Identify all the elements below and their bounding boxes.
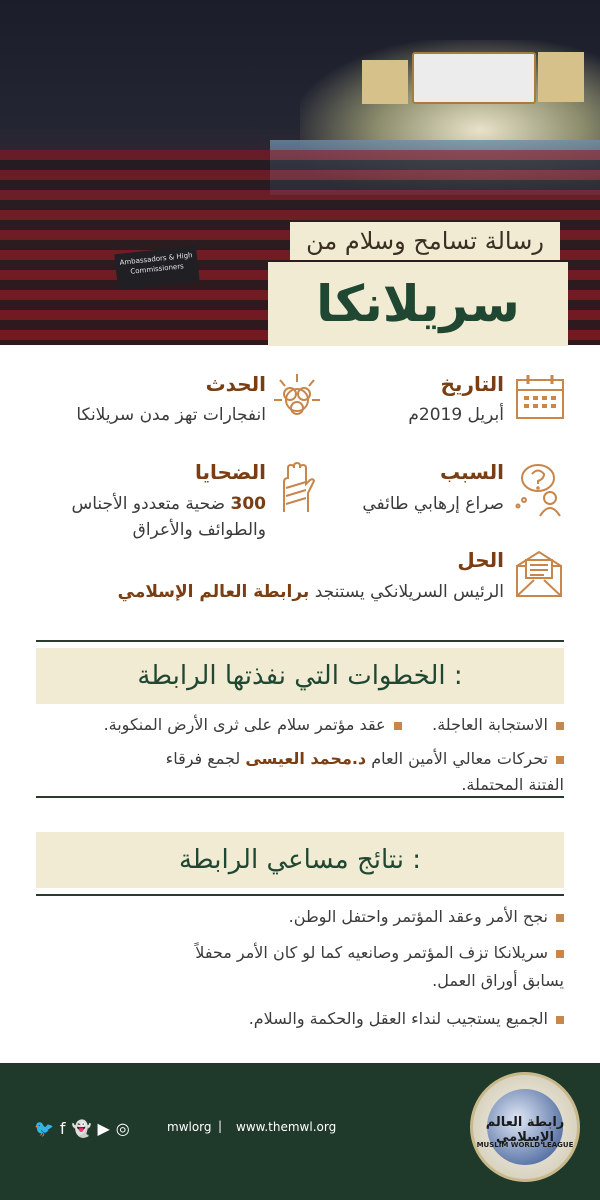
bullet-square <box>556 756 564 764</box>
bandaged-hand-icon <box>276 458 316 514</box>
event-title: الحدث <box>205 372 266 396</box>
footer-separator: | <box>218 1119 223 1133</box>
cause-title: السبب <box>439 460 504 484</box>
solution-title: الحل <box>457 548 504 572</box>
section2-bottom-rule <box>36 894 564 896</box>
section2-bullet-2: سريلانكا تزف المؤتمر وصانعيه كما لو كان الأمر محفلاً <box>36 940 564 966</box>
section2-bullet-1: نجح الأمر وعقد المؤتمر واحتفل الوطن. <box>36 904 564 930</box>
section2-bullet-2-line2: يسابق أوراق العمل. <box>432 971 564 990</box>
solution-text <box>118 582 504 602</box>
solution-text-bold: برابطة العالم الإسلامي <box>117 582 310 602</box>
section1-bullet-1: الاستجابة العاجلة. عقد مؤتمر سلام على ثرى الأرض المنكوبة. <box>36 712 564 738</box>
date-text: أبريل 2019م <box>408 405 504 425</box>
bullet-square <box>394 722 402 730</box>
hero-title-big: سريلانكا <box>268 262 568 346</box>
solution-text-plain: الرئيس السريلانكي يستنجد <box>309 582 504 602</box>
event-text: انفجارات تهز مدن سريلانكا <box>76 405 266 425</box>
logo-english-text: MUSLIM WORLD LEAGUE <box>476 1141 574 1149</box>
stage-screen-right <box>538 52 584 102</box>
date-title: التاريخ <box>440 372 504 396</box>
snapchat-icon[interactable]: 👻 <box>71 1119 98 1138</box>
section1-bullet-2-line2: الفتنة المحتملة. <box>461 775 564 794</box>
mwl-logo <box>470 1072 580 1182</box>
ambassadors-sign: Ambassadors & High Commissioners <box>114 246 199 290</box>
facebook-icon[interactable]: f <box>59 1119 72 1138</box>
stage-screen-center <box>412 52 536 104</box>
victims-title: الضحايا <box>194 460 266 484</box>
victims-line1-text: ضحية متعددو الأجناس <box>71 494 231 514</box>
section2-bullet-3: الجميع يستجيب لنداء العقل والحكمة والسلام. <box>36 1006 564 1032</box>
question-person-icon <box>512 460 568 518</box>
stage-screen-left <box>362 60 408 104</box>
victims-line1 <box>72 494 267 514</box>
section1-bullet-2: تحركات معالي الأمين العام د.محمد العيسى لجمع فرقاء <box>36 746 564 772</box>
youtube-icon[interactable]: ▶ <box>97 1119 116 1138</box>
section2-heading: نتائج مساعي الرابطة : <box>36 832 564 888</box>
footer-url[interactable]: www.themwl.org <box>236 1120 337 1134</box>
hero-title-small: رسالة تسامح وسلام من <box>290 222 560 260</box>
bullet-square <box>556 914 564 922</box>
logo-arabic-text: رابطة العالم الإسلامي <box>485 1115 565 1145</box>
cause-text: صراع إرهابي طائفي <box>362 494 504 514</box>
section1-top-rule <box>36 640 564 642</box>
explosion-icon <box>272 372 322 424</box>
section1-heading: الخطوات التي نفذتها الرابطة : <box>36 648 564 704</box>
footer-handle[interactable]: mwlorg <box>167 1120 212 1134</box>
twitter-icon[interactable]: 🐦 <box>34 1119 60 1138</box>
bullet-square <box>556 1016 564 1024</box>
social-icons <box>34 1119 136 1138</box>
victims-line2: والطوائف والأعراق <box>132 520 266 540</box>
calendar-icon <box>514 372 566 422</box>
envelope-icon <box>514 550 564 598</box>
instagram-icon[interactable]: ◎ <box>115 1119 136 1138</box>
victims-number: 300 <box>230 494 266 514</box>
bullet-square <box>556 950 564 958</box>
bullet-square <box>556 722 564 730</box>
